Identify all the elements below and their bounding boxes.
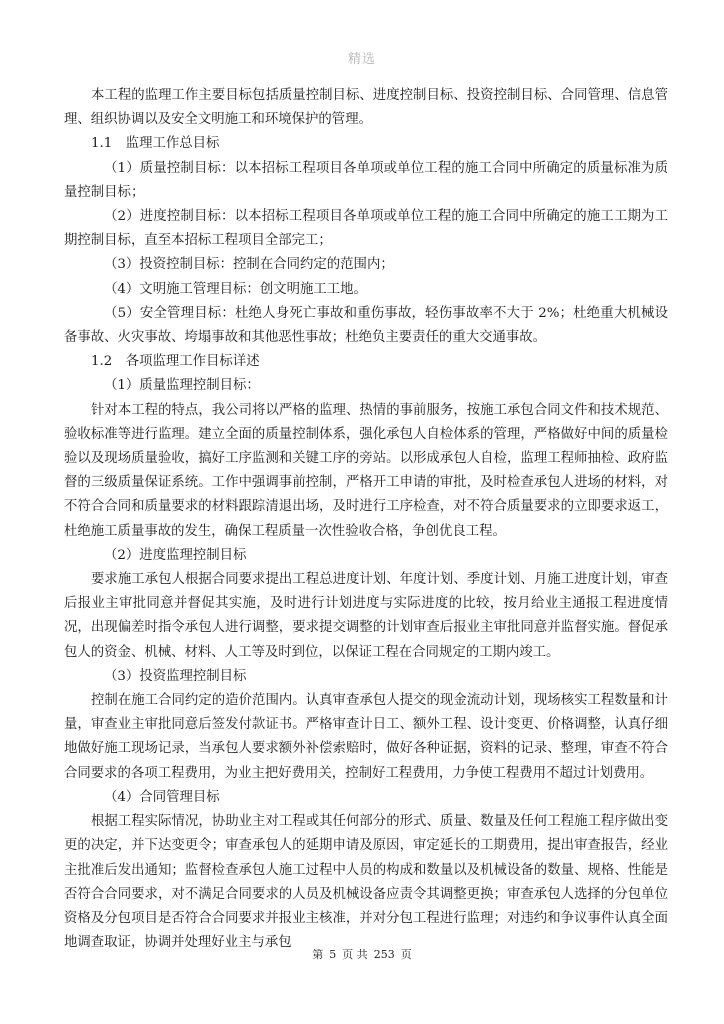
footer-mid: 页 共 [342,948,368,961]
document-body [64,84,668,955]
section-heading-1-2: 1.2 各项监理工作目标详述 [91,354,260,370]
page-header-watermark: 精选 [347,52,376,67]
footer-prefix: 第 [312,948,324,961]
paragraph-schedule-target: （2）进度控制目标：以本招标工程项目各单项或单位工程的施工合同中所确定的施工工期为工期控制目标，直至本招标工程项目全部完工； [64,209,668,249]
footer-page-number: 5 [329,948,337,961]
section-heading-1-1: 1.1 监理工作总目标 [91,136,220,152]
paragraph-investment-target: （3）投资控制目标：控制在合同约定的范围内； [104,257,394,273]
paragraph-intro: 本工程的监理工作主要目标包括质量控制目标、进度控制目标、投资控制目标、合同管理、信息管理、组织协调以及安全文明施工和环境保护的管理。 [64,88,668,128]
page-footer [0,946,724,962]
paragraph-investment-detail: 控制在施工合同约定的造价范围内。认真审查承包人提交的现金流动计划，现场核实工程数量和计量，审查业主审批同意后签发付款证书。严格审查计日工、额外工程、设计变更、价格调整，认真仔细地做好施工现场记录，当承包人要求额外补偿索赔时，做好各种证据，资料的记录、整理，审查不符合合同要求的各项工程费用，为业主把好费用关，控制好工程费用，力争使工程费用不超过计划费用。 [64,693,668,781]
paragraph-schedule-detail: 要求施工承包人根据合同要求提出工程总进度计划、年度计划、季度计划、月施工进度计划，审查后报业主审批同意并督促其实施，及时进行计划进度与实际进度的比较，按月给业主通报工程进度情况，出现偏差时指令承包人进行调整，要求提交调整的计划审查后报业主审批同意并监督实施。督促承包人的资金、机械、材料、人工等及时到位，以保证工程在合同规定的工期内竣工。 [64,572,668,660]
paragraph-quality-detail: 针对本工程的特点，我公司将以严格的监理、热情的事前服务，按施工承包合同文件和技术规范、验收标准等进行监理。建立全面的质量控制体系，强化承包人自检体系的管理，严格做好中间的质量检验以及现场质量验收，搞好工序监测和关键工序的旁站。以形成承包人自检，监理工程师抽检、政府监督的三级质量保证系统。工作中强调事前控制，严格开工申请的审批，及时检查承包人进场的材料，对不符合合同和质量要求的材料跟踪清退出场，及时进行工序检查，对不符合质量要求的立即要求返工，杜绝施工质量事故的发生，确保工程质量一次性验收合格，争创优良工程。 [64,402,668,539]
paragraph-civilized-target: （4）文明施工管理目标：创文明施工工地。 [104,281,367,297]
paragraph-quality-target: （1）质量控制目标：以本招标工程项目各单项或单位工程的施工合同中所确定的质量标准为质量控制目标； [64,160,668,200]
subheading-contract-management: （4）合同管理目标 [104,789,220,805]
paragraph-contract-detail: 根据工程实际情况，协助业主对工程或其任何部分的形式、质量、数量及任何工程施工程序做出变更的决定，并下达变更令；审查承包人的延期申请及原因，审定延长的工期费用，提出审查报告，经业主批准后发出通知；监督检查承包人施工过程中人员的构成和数量以及机械设备的数量、规格、性能是否符合合同要求，对不满足合同要求的人员及机械设备应责令其调整更换；审查承包人选择的分包单位资格及分包项目是否符合合同要求并报业主核准，并对分包工程进行监理；对违约和争议事件认真全面地调查取证，协调并处理好业主与承包 [64,814,668,951]
subheading-quality-control: （1）质量监理控制目标： [104,378,260,394]
footer-suffix: 页 [400,948,412,961]
paragraph-safety-target: （5）安全管理目标：杜绝人身死亡事故和重伤事故，轻伤事故率不大于 2%；杜绝重大机械设备事故、火灾事故、垮塌事故和其他恶性事故；杜绝负主要责任的重大交通事故。 [64,305,668,346]
footer-total-pages: 253 [373,948,395,961]
subheading-schedule-control: （2）进度监理控制目标 [104,547,247,563]
subheading-investment-control: （3）投资监理控制目标 [104,668,247,684]
